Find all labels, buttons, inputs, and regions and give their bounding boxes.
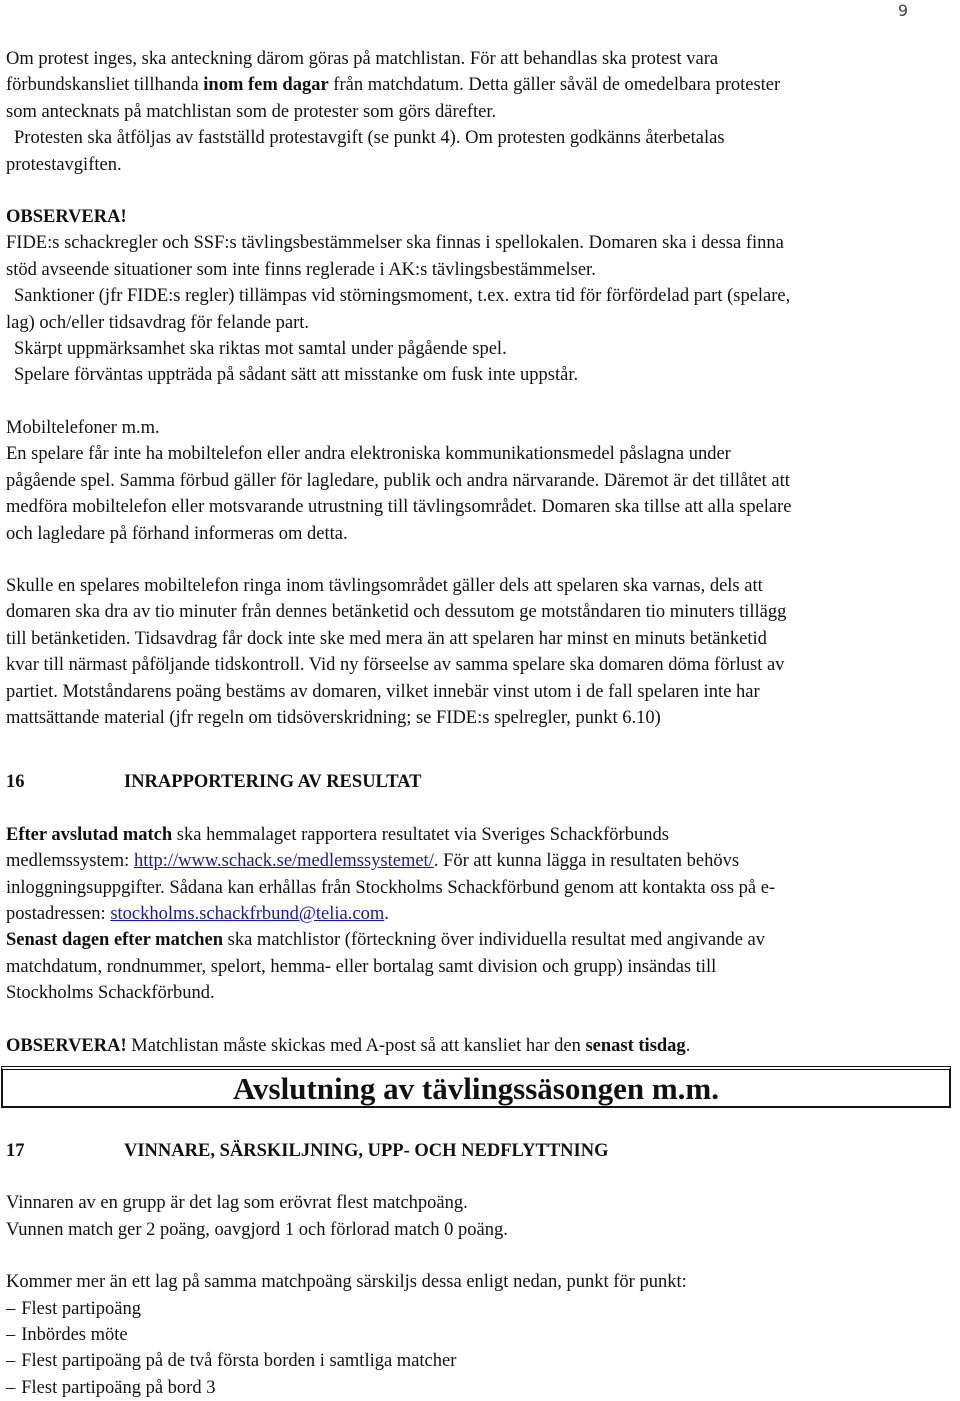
text-line: Om protest inges, ska anteckning därom göras på matchlistan. För att behandlas ska protest vara <box>6 49 719 69</box>
phone-ring-block <box>6 573 946 731</box>
document-body <box>6 46 946 1059</box>
text-line: inloggningsuppgifter. Sådana kan erhållas från Stockholms Schackförbund genom att kontakta oss på e- <box>6 877 776 898</box>
banner-title: Avslutning av tävlingssäsongen m.m. <box>232 1071 720 1106</box>
text-line: domaren ska dra av tio minuter från dennes betänketid och dessutom ge motståndaren tio minuters tillägg <box>6 602 787 623</box>
text-line <box>6 927 946 953</box>
section-17-heading <box>6 1138 946 1164</box>
text-line: Stockholms Schackförbund. <box>6 983 215 1004</box>
text-line: partiet. Motståndarens poäng bestäms av domaren, vilket innebär vinst utom i de fall spelaren inte har <box>6 681 760 702</box>
text-line <box>6 72 946 98</box>
text-line: Spelare förväntas uppträda på sådant sätt att misstanke om fusk inte uppstår. <box>14 365 579 386</box>
section-number: 17 <box>6 1141 25 1161</box>
text-line: pågående spel. Samma förbud gäller för lagledare, publik och andra närvarande. Däremot är det tillåtet att <box>6 470 790 491</box>
emphasis: Senast dagen efter matchen <box>6 930 224 951</box>
section-16-heading <box>6 769 946 795</box>
text-line: Vinnaren av en grupp är det lag som erövrat flest matchpoäng. <box>6 1193 468 1214</box>
list-item: – Inbördes möte <box>6 1322 946 1348</box>
text-span: postadressen: <box>6 903 111 924</box>
text-line: kvar till närmast påföljande tidskontroll. Vid ny förseelse av samma spelare ska domaren döma förlust av <box>6 655 785 676</box>
section-title: INRAPPORTERING AV RESULTAT <box>124 772 422 793</box>
section-number: 16 <box>6 772 25 793</box>
text-line: till betänketiden. Tidsavdrag får dock inte ske med mera än att spelaren har minst en minuts betänketid <box>6 628 767 649</box>
emphasis: senast tisdag <box>585 1035 686 1056</box>
text-line: Kommer mer än ett lag på samma matchpoäng särskiljs dessa enligt nedan, punkt för punkt: <box>6 1272 687 1293</box>
text-line: En spelare får inte ha mobiltelefon eller andra elektroniska kommunikationsmedel påslagna under <box>6 444 731 465</box>
text-line: stöd avseende situationer som inte finns reglerade i AK:s tävlingsbestämmelser. <box>6 259 596 280</box>
text-line: medföra mobiltelefon eller motsvarande utrustning till tävlingsområdet. Domaren ska tillse att alla spelare <box>6 497 792 518</box>
mobile-phones-block <box>6 415 946 547</box>
section-17 <box>6 1138 946 1401</box>
text-line: Skärpt uppmärksamhet ska riktas mot samtal under pågående spel. <box>14 339 507 360</box>
email-link[interactable]: stockholms.schackfrbund@telia.com <box>110 903 385 924</box>
text-span: ska hemmalaget rapportera resultatet via Sveriges Schackförbunds <box>172 824 669 845</box>
list-item: – Flest partipoäng <box>6 1296 946 1322</box>
text-line: protestavgiften. <box>6 154 122 175</box>
section-title: VINNARE, SÄRSKILJNING, UPP- OCH NEDFLYTTNING <box>124 1141 609 1161</box>
text-line: Skulle en spelares mobiltelefon ringa inom tävlingsområdet gäller dels att spelaren ska varnas, dels att <box>6 575 763 596</box>
text-span: förbundskansliet tillhanda <box>6 75 204 96</box>
mobile-heading: Mobiltelefoner m.m. <box>6 417 160 438</box>
text-line: lag) och/eller tidsavdrag för felande part. <box>6 312 310 333</box>
emphasis: OBSERVERA! <box>6 1035 127 1056</box>
text-line: matchdatum, rondnummer, spelort, hemma- eller bortalag samt division och grupp) insändas till <box>6 956 717 977</box>
text-line <box>6 901 946 927</box>
text-span: . För att kunna lägga in resultaten behövs <box>433 851 740 872</box>
text-line <box>6 822 946 848</box>
observera-heading: OBSERVERA! <box>6 207 127 228</box>
text-span: medlemssystem: <box>6 851 134 872</box>
text-line: FIDE:s schackregler och SSF:s tävlingsbestämmelser ska finnas i spellokalen. Domaren ska i dessa finna <box>6 233 784 254</box>
text-span: ska matchlistor (förteckning över individuella resultat med angivande av <box>223 930 765 951</box>
text-line: Vunnen match ger 2 poäng, oavgjord 1 och förlorad match 0 poäng. <box>6 1219 508 1240</box>
protest-paragraph <box>6 46 946 178</box>
list-item: – Flest partipoäng på bord 3 <box>6 1375 946 1401</box>
text-line: Protesten ska åtföljas av fastställd protestavgift (se punkt 4). Om protesten godkänns återbetalas <box>14 128 725 149</box>
text-span: . <box>384 903 389 924</box>
page-number: 9 <box>897 1 908 20</box>
member-system-link[interactable]: http://www.schack.se/medlemssystemet/ <box>133 851 434 872</box>
text-span: Matchlistan måste skickas med A-post så att kansliet har den <box>126 1035 586 1056</box>
text-line: mattsättande material (jfr regeln om tidsöverskridning; se FIDE:s spelregler, punkt 6.10) <box>6 707 661 728</box>
emphasis-deadline: inom fem dagar <box>203 75 329 96</box>
text-line: som antecknats på matchlistan som de protester som görs därefter. <box>6 101 497 122</box>
text-line: och lagledare på förhand informeras om detta. <box>6 523 348 544</box>
observera-block <box>6 204 946 389</box>
text-span: från matchdatum. Detta gäller såväl de omedelbara protester <box>328 75 781 96</box>
text-line <box>6 848 946 874</box>
text-span: . <box>685 1035 691 1056</box>
season-end-banner <box>1 1066 951 1108</box>
section-16-body <box>6 822 946 1059</box>
emphasis: Efter avslutad match <box>6 824 173 845</box>
observera-line <box>6 1033 946 1059</box>
list-item: – Flest partipoäng på de två första borden i samtliga matcher <box>6 1348 946 1374</box>
text-line: Sanktioner (jfr FIDE:s regler) tillämpas vid störningsmoment, t.ex. extra tid för förfördelad part (spelare, <box>14 286 791 307</box>
